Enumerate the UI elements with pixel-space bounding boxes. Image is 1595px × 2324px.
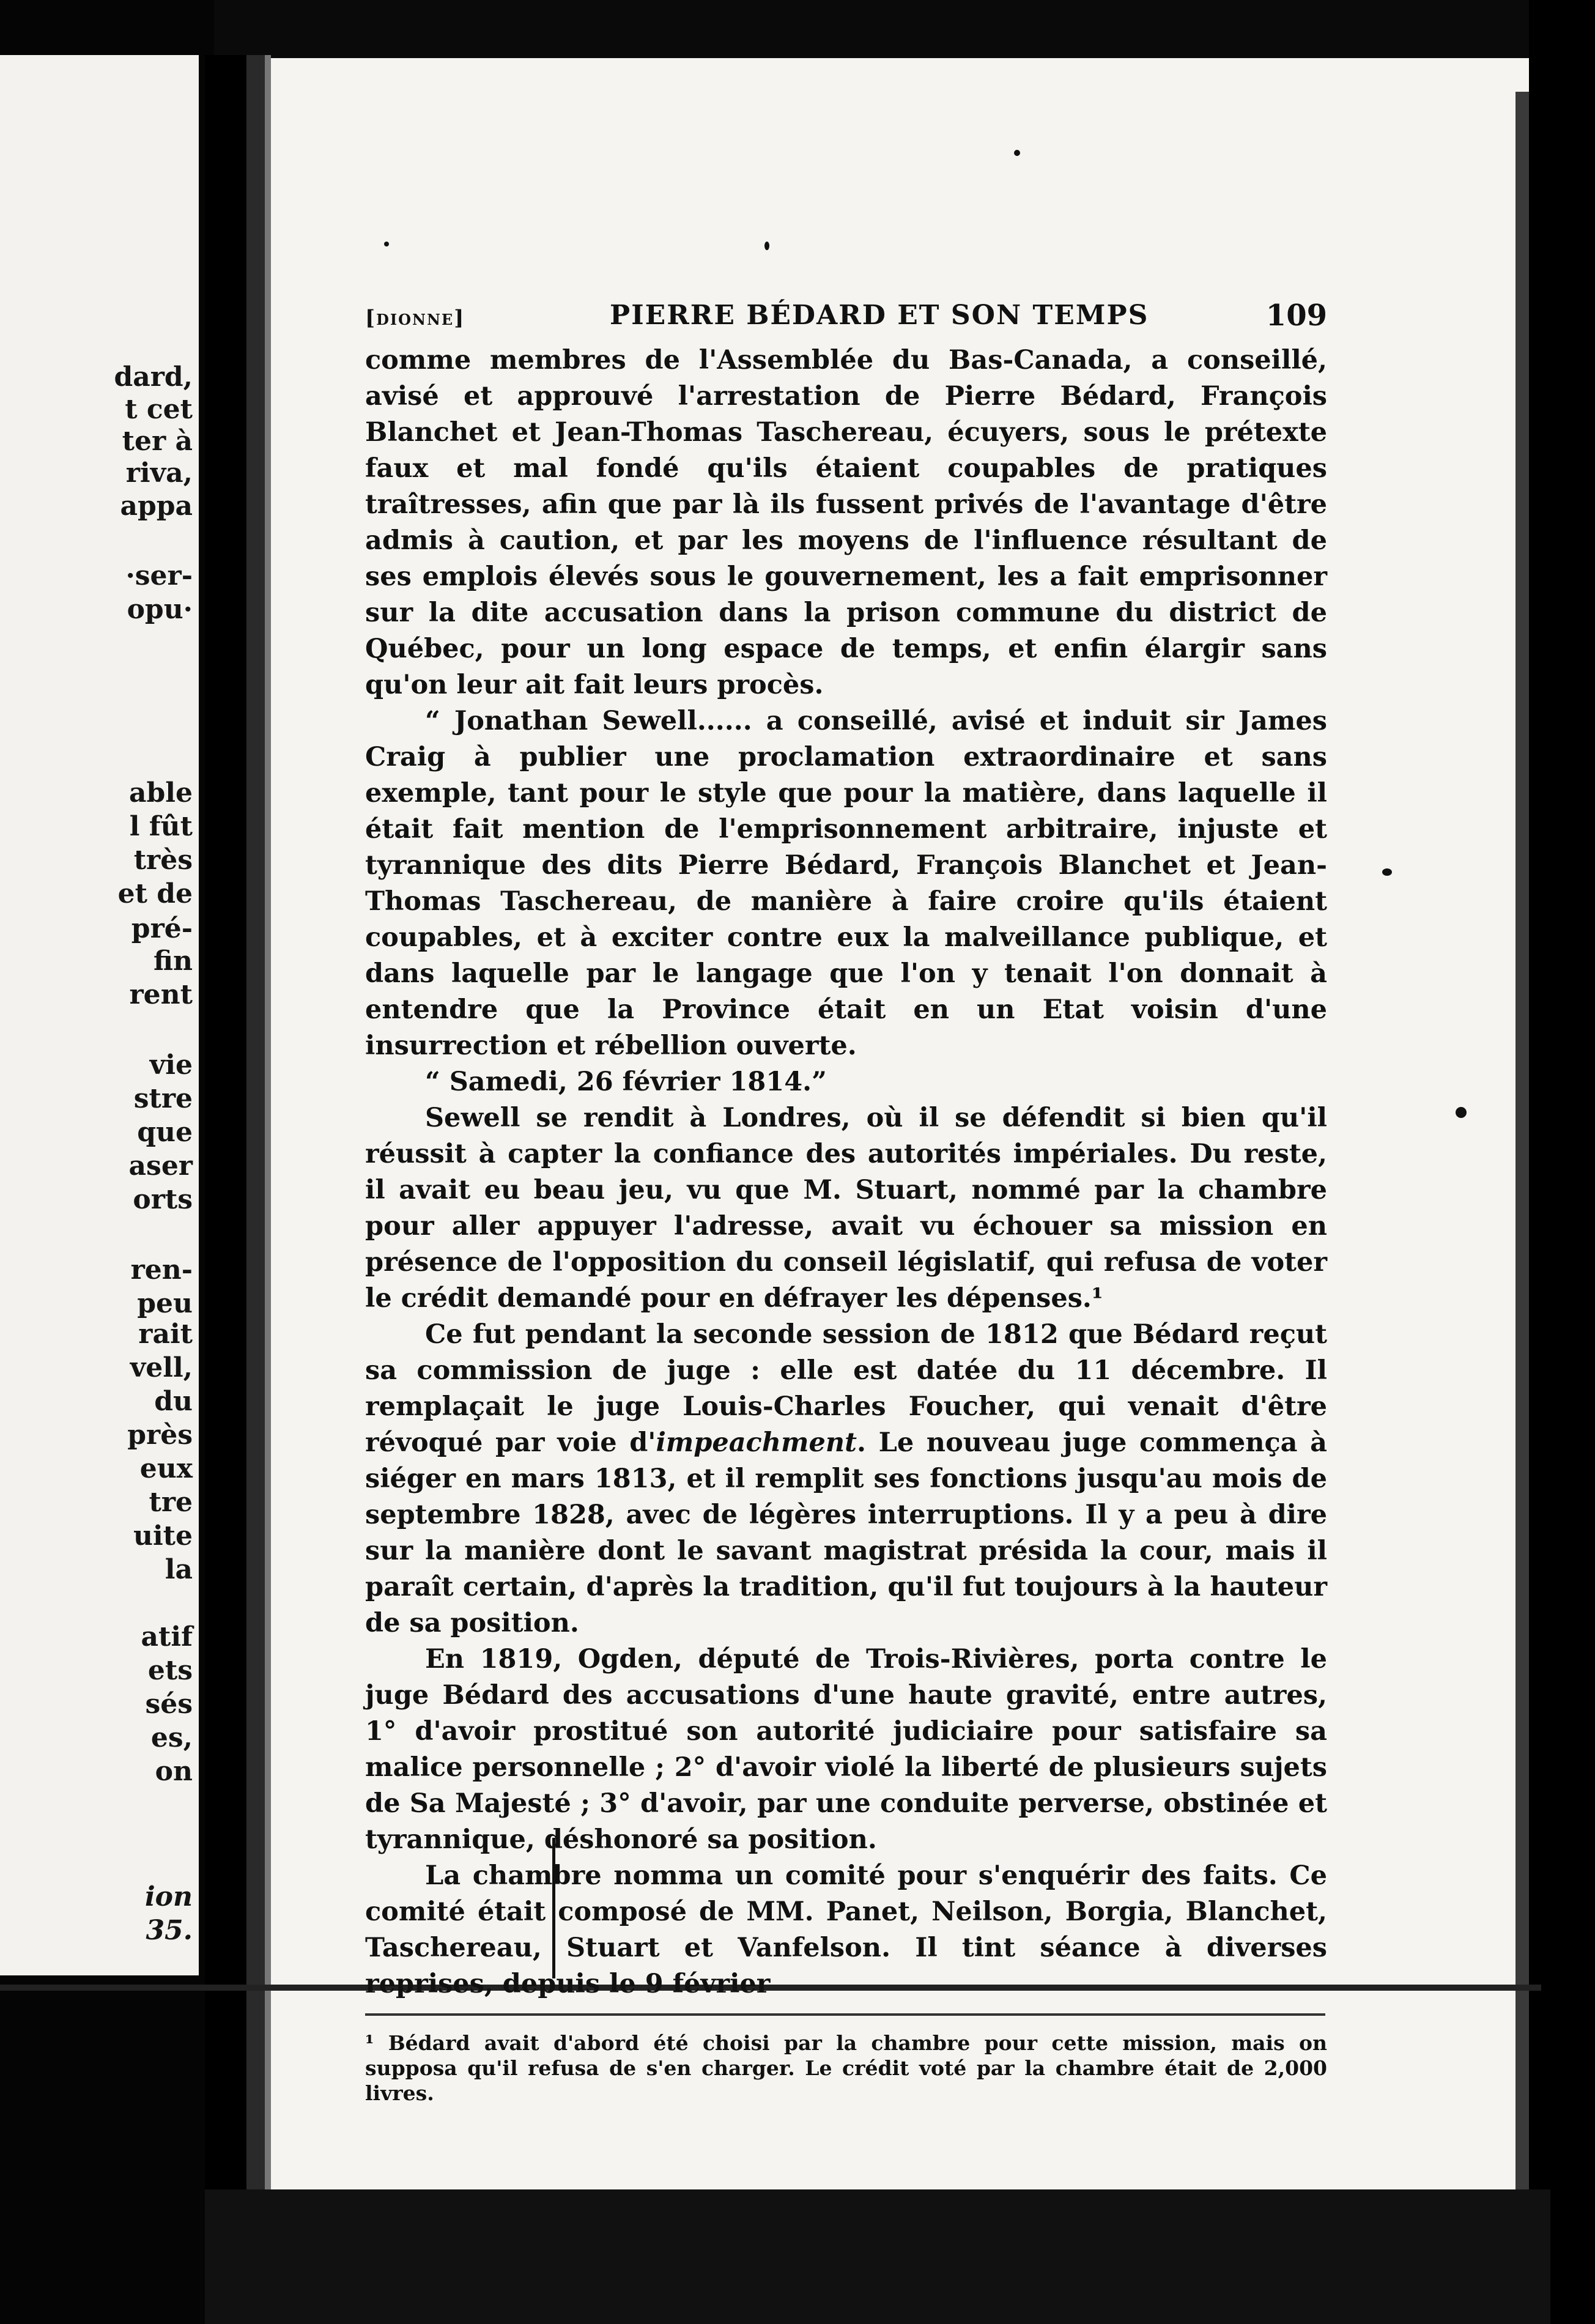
left-page-text-fragment: l fût (129, 811, 193, 842)
left-page-text-fragment: ·ser- (125, 560, 193, 591)
left-page-text-fragment: able (129, 777, 193, 809)
scan-speck (1456, 1107, 1467, 1118)
scan-speck (764, 242, 769, 250)
left-page-text-fragment: aser (128, 1150, 193, 1182)
paragraph: En 1819, Ogden, député de Trois-Rivières, porta contre le juge Bédard des accusations d'une haute gravité, entre autres, 1° d'avoir prostitué son autorité judiciaire pour satisfaire sa malice personnelle ; 2° d'avoir violé la liberté de plusieurs sujets de Sa Majesté ; 3° d'avoir, par une conduite perverse, obstinée et tyrannique, déshonoré sa position. (365, 1644, 1327, 1855)
italic-term: impeachment (656, 1427, 857, 1458)
footnote-rule (365, 2013, 1325, 2016)
left-page-text-fragment: on (155, 1756, 193, 1787)
left-page-text-fragment: ren- (130, 1254, 193, 1286)
left-page-text-fragment: appa (120, 490, 193, 522)
scan-speck (1382, 868, 1392, 876)
left-page-text-fragment: près (127, 1419, 193, 1451)
paragraph: Sewell se rendit à Londres, où il se défendit si bien qu'il réussit à capter la confiance des autorités impériales. Du reste, il avait eu beau jeu, vu que M. Stuart, nommé par la chambre pour aller appuyer l'adresse, avait vu échouer sa mission en présence de l'opposition du conseil législatif, qui refusa de voter le crédit demandé pour en défrayer les dépenses.¹ (365, 1103, 1327, 1314)
left-page-text-fragment: pré- (131, 913, 193, 944)
left-page-text-fragment: atif (141, 1621, 193, 1652)
running-head (365, 300, 1327, 342)
left-page-text-fragment: ets (147, 1655, 193, 1686)
left-page-text-fragment: dard, (114, 361, 193, 393)
left-page-text-fragment: du (154, 1386, 193, 1417)
left-page-text-fragment: uite (133, 1520, 193, 1552)
page-number: 109 (1265, 298, 1327, 333)
binding-shadow-mid (246, 55, 265, 2324)
scan-speck (1014, 150, 1020, 156)
left-page-text-fragment: opu· (127, 594, 193, 625)
paragraph (365, 1317, 1327, 1641)
left-page-fragment (0, 55, 199, 1975)
running-head-author: [dionne] (365, 306, 465, 330)
left-page-text-fragment: fin (154, 946, 193, 977)
left-page-text-fragment: sés (145, 1689, 193, 1720)
left-page-text-fragment: es, (150, 1722, 193, 1753)
left-page-text-fragment: 35. (146, 1915, 193, 1946)
page-text-column (365, 300, 1327, 2106)
paragraph: “ Jonathan Sewell...... a conseillé, avisé et induit sir James Craig à publier une proclamation extraordinaire et sans exemple, tant pour le style que pour la matière, dans laquelle il était fait mention de l'emprisonnement arbitraire, injuste et tyrannique des dits Pierre Bédard, François Blanchet et Jean-Thomas Taschereau, de manière à faire croire qu'ils étaient coupables, et à exciter contre eux la malveillance publique, et dans laquelle par le langage que l'on y tenait l'on donnait à entendre que la Province était en un Etat voisin d'une insurrection et rébellion ouverte. (365, 706, 1327, 1061)
left-page-text-fragment: très (133, 845, 193, 876)
scan-speck (384, 242, 389, 246)
paragraph: “ Samedi, 26 février 1814.” (425, 1067, 827, 1097)
footnote: ¹ Bédard avait d'abord été choisi par la chambre pour cette mission, mais on supposa qu'il refusa de s'en charger. Le crédit voté par la chambre était de 2,000 livres. (365, 2031, 1327, 2105)
left-page-text-fragment: ion (144, 1881, 193, 1912)
body-text (365, 342, 1327, 2002)
left-page-text-fragment: vie (149, 1049, 193, 1081)
left-page-text-fragment: que (137, 1117, 193, 1148)
paragraph: comme membres de l'Assemblée du Bas-Canada, a conseillé, avisé et approuvé l'arrestation de Pierre Bédard, François Blanchet et Jean-Thomas Taschereau, écuyers, sous le prétexte faux et mal fondé qu'ils étaient coupables de pratiques traîtresses, afin que par là ils fussent privés de l'avantage d'être admis à caution, et par les moyens de l'influence résultant de ses emplois élevés sous le gouvernement, les a fait emprisonner sur la dite accusation dans la prison commune du district de Québec, pour un long espace de temps, et enfin élargir sans qu'on leur ait fait leurs procès. (365, 345, 1327, 700)
left-page-text-fragment: tre (149, 1487, 193, 1518)
book-binding-shadow (205, 55, 246, 2324)
left-page-text-fragment: orts (133, 1184, 193, 1215)
left-page-text-fragment: rent (129, 979, 193, 1010)
left-page-text-fragment: stre (133, 1083, 193, 1114)
bottom-shadow (205, 2189, 1550, 2324)
binding-shadow-edge (265, 55, 271, 2324)
left-page-text-fragment: la (165, 1554, 193, 1585)
left-page-text-fragment: ter à (122, 426, 193, 457)
right-scan-edge (1529, 0, 1595, 2324)
left-page-text-fragment: riva, (125, 457, 193, 489)
paragraph-text-continued: . Le nouveau juge commença à siéger en mars 1813, et il remplit ses fonctions jusqu'au mois de septembre 1828, avec de légères interruptions. Il y a peu à dire sur la manière dont le savant magistrat présida la cour, mais il paraît certain, d'après la tradition, qu'il fut toujours à la hauteur de sa position. (365, 1427, 1327, 1638)
left-page-text-fragment: peu (137, 1288, 193, 1319)
paragraph-text: Ce fut pendant la seconde session de 1812 que Bédard reçut sa commission de juge : elle est datée du 11 décembre. Il remplaçait le juge Louis-Charles Foucher, qui venait d'être révoqué par voie d' (365, 1319, 1327, 1458)
left-page-text-fragment: vell, (130, 1352, 193, 1383)
left-page-text-fragment: t cet (125, 394, 193, 425)
left-page-text-fragment: et de (117, 878, 193, 909)
paragraph: La chambre nomma un comité pour s'enquérir des faits. Ce comité était composé de MM. Panet, Neilson, Borgia, Blanchet, Taschereau, Stuart et Vanfelson. Il tint séance à diverses reprises, depuis le 9 février (365, 1860, 1327, 1999)
left-page-text-fragment: eux (139, 1453, 193, 1484)
left-page-text-fragment: rait (138, 1319, 193, 1350)
running-head-title: PIERRE BÉDARD ET SON TEMPS (610, 300, 1149, 331)
